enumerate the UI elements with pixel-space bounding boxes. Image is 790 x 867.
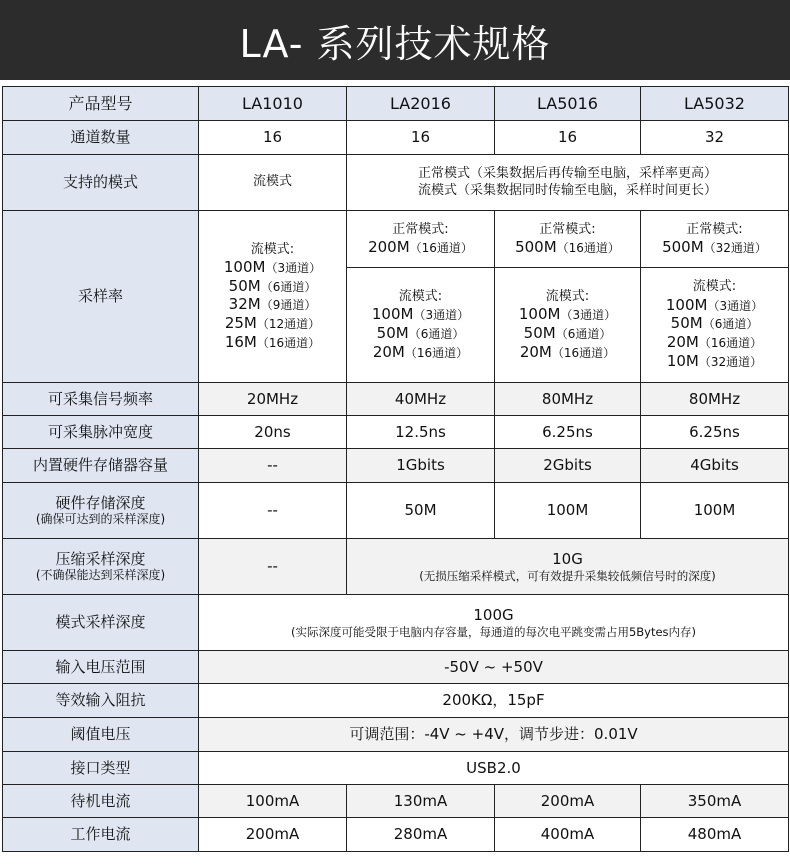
mode-title: 正常模式: [539,221,596,237]
table-row [3,785,789,818]
value-note: (实际深度可能受限于电脑内存容量，每通道的每次电平跳变需占用5Bytes内存) [290,624,697,639]
la5016-normal-rate [495,211,641,268]
rate: 20M [519,342,552,361]
mode-title: 正常模式: [392,221,449,237]
channel-note: （16通道） [551,345,616,360]
cell-value: 200mA [495,785,641,818]
channel-note: （32通道） [703,240,767,255]
table-row [3,818,789,852]
channel-note: （16通道） [409,240,473,255]
table-row [3,121,789,155]
cell-value: 100mA [199,785,347,818]
mode-title: 流模式: [692,279,737,295]
rate: 50M [376,323,409,342]
cell-value: 40MHz [347,383,495,416]
cell-value: 350mA [641,785,789,818]
cell-value: USB2.0 [199,752,789,785]
la5032-stream-rates [641,268,789,383]
row-label: 可采集脉冲宽度 [3,416,199,449]
cell-value: 1Gbits [347,449,495,483]
channel-note: （32通道） [698,354,763,369]
channel-note: （16通道） [404,345,469,360]
cell-value: 100M [495,483,641,539]
row-label: 待机电流 [3,785,199,818]
la5032-normal-rate [641,211,789,268]
row-label: 输入电压范围 [3,651,199,684]
cell-value: 200mA [199,818,347,852]
modes-line: 正常模式（采集数据后再传输至电脑，采样率更高） [417,166,717,182]
cell-value: 50M [347,483,495,539]
row-label: 工作电流 [3,818,199,852]
cell-value: 20MHz [199,383,347,416]
row-label: 可采集信号频率 [3,383,199,416]
compress-depth-value [347,539,789,595]
row-label: 支持的模式 [3,155,199,211]
table-row [3,539,789,595]
page-title: LA- 系列技术规格 [239,21,551,66]
channel-note: （16通道） [256,335,321,350]
row-label: 采样率 [3,211,199,383]
cell-value: 6.25ns [495,416,641,449]
table-row [3,752,789,785]
rate: 50M [228,276,261,295]
cell-value: 80MHz [495,383,641,416]
cell-value: 6.25ns [641,416,789,449]
la5016-stream-rates [495,268,641,383]
rate: 20M [666,333,699,352]
table-row [3,87,789,121]
row-label: 通道数量 [3,121,199,155]
row-label: 等效输入阻抗 [3,684,199,718]
mode-title: 正常模式: [686,221,743,237]
cell-value: 可调范围：-4V ~ +4V，调节步进：0.01V [199,718,789,752]
cell-value: 12.5ns [347,416,495,449]
row-label-main: 压缩采样深度 [55,549,146,568]
rate: 100M [665,295,708,314]
table-row [3,651,789,684]
channel-note: （9通道） [260,298,317,313]
rate: 25M [224,314,257,332]
cell-value: 2Gbits [495,449,641,483]
mode-title: 流模式: [545,288,590,304]
table-row [3,211,789,268]
cell-value: -50V ~ +50V [199,651,789,684]
mode-title: 流模式: [250,241,295,257]
channel-note: （6通道） [702,317,759,332]
cell-value: 480mA [641,818,789,852]
la2016-stream-rates [347,268,495,383]
row-label-main: 硬件存储深度 [55,493,146,512]
table-row [3,383,789,416]
value-main: 100G [473,605,514,624]
channel-note: （3通道） [413,308,470,322]
row-label [3,539,199,595]
cell-value: 100M [641,483,789,539]
channel-note: （6通道） [260,279,317,294]
channel-note: （3通道） [707,298,764,313]
rate: 500M [515,237,557,256]
header-label: 产品型号 [3,87,199,121]
rate: 100M [371,305,414,323]
mode-title: 流模式: [398,288,443,304]
channel-note: （3通道） [265,260,322,275]
row-label: 内置硬件存储器容量 [3,449,199,483]
cell-value: -- [199,483,347,539]
title-bar [0,0,790,80]
table-row [3,449,789,483]
cell-value: 400mA [495,818,641,852]
channel-note: （12通道） [256,317,321,331]
table-row [3,595,789,651]
row-label: 模式采样深度 [3,595,199,651]
table-row [3,718,789,752]
rate: 10M [666,351,699,370]
table-row [3,483,789,539]
cell-value: 流模式 [199,155,347,211]
cell-value: -- [199,539,347,595]
value-note: (无损压缩采样模式，可有效提升采集较低频信号时的深度) [419,568,716,583]
la2016-normal-rate [347,211,495,268]
model-la1010: LA1010 [199,87,347,121]
row-label: 接口类型 [3,752,199,785]
row-label [3,483,199,539]
modes-line: 流模式（采集数据同时传输至电脑，采样时间更长） [417,182,717,198]
rate: 50M [523,323,556,342]
rate: 32M [228,295,261,314]
model-la5032: LA5032 [641,87,789,121]
channel-note: （16通道） [556,240,620,255]
cell-value: 32 [641,121,789,155]
model-la2016: LA2016 [347,87,495,121]
cell-value: 16 [347,121,495,155]
rate: 200M [368,237,410,256]
channel-note: （6通道） [408,326,465,341]
model-la5016: LA5016 [495,87,641,121]
mode-depth-value [199,595,789,651]
value-main: 10G [552,549,583,568]
modes-description [347,155,789,211]
rate: 100M [518,305,561,323]
rate: 100M [223,257,266,276]
rate: 500M [662,237,704,256]
la1010-sample-rates [199,211,347,383]
row-label: 阈值电压 [3,718,199,752]
cell-value: 280mA [347,818,495,852]
spec-table [2,86,789,852]
cell-value: 80MHz [641,383,789,416]
table-row [3,155,789,211]
cell-value: 4Gbits [641,449,789,483]
cell-value: 16 [495,121,641,155]
channel-note: （16通道） [698,336,763,351]
cell-value: 20ns [199,416,347,449]
cell-value: 130mA [347,785,495,818]
cell-value: 200KΩ，15pF [199,684,789,718]
channel-note: （3通道） [560,308,617,322]
row-label-sub: (确保可达到的采样深度) [35,512,166,527]
table-row [3,416,789,449]
rate: 50M [670,314,703,333]
cell-value: 16 [199,121,347,155]
row-label-sub: (不确保能达到采样深度) [35,568,166,583]
rate: 20M [372,342,405,361]
table-row [3,684,789,718]
cell-value: -- [199,449,347,483]
rate: 16M [224,332,257,351]
channel-note: （6通道） [555,326,612,341]
